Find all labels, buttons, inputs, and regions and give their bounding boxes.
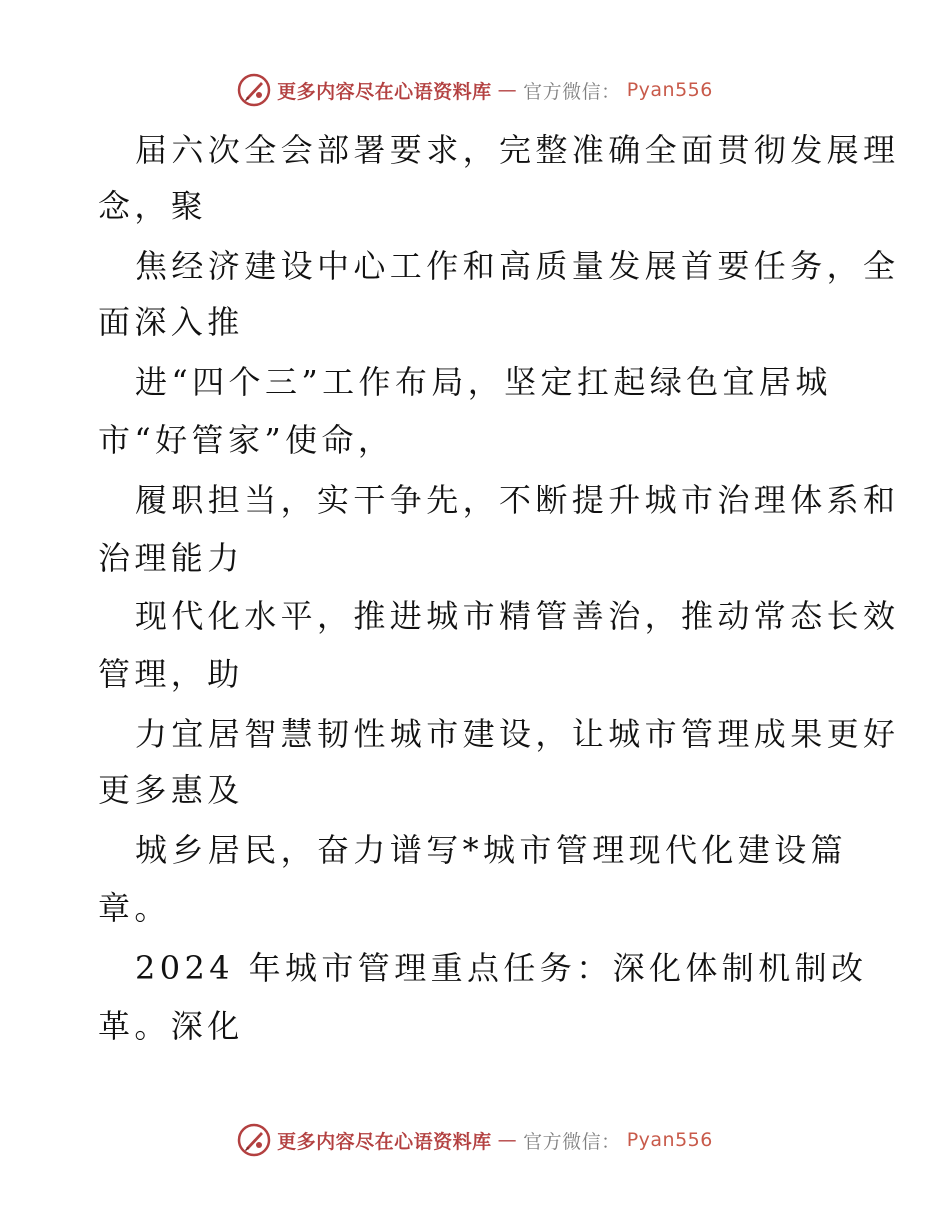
- text-line: 城乡居民，奋力谱写*城市管理现代化建设篇: [135, 831, 848, 869]
- quill-pen-icon: [237, 1123, 271, 1157]
- wechat-id: Pyan556: [626, 1129, 713, 1151]
- wechat-label: 官方微信：: [523, 80, 621, 103]
- text-line: 焦经济建设中心工作和高质量发展首要任务，全: [135, 247, 900, 285]
- quill-pen-icon: [237, 73, 271, 107]
- text-line: 履职担当，实干争先，不断提升城市治理体系和: [135, 481, 900, 519]
- separator-dash: —: [497, 79, 518, 101]
- text-line: 管理，助: [98, 655, 244, 693]
- text-line: 面深入推: [98, 303, 244, 341]
- text-line: 市“好管家”使命，: [98, 421, 395, 459]
- text-line: 章。: [98, 889, 171, 927]
- text-line: 2024 年城市管理重点任务：深化体制机制改: [135, 949, 868, 987]
- text-line: 力宜居智慧韧性城市建设，让城市管理成果更好: [135, 715, 900, 753]
- footer-watermark: [0, 1120, 950, 1160]
- header-watermark: [0, 70, 950, 110]
- text-line: 更多惠及: [98, 771, 244, 809]
- text-line: 进“四个三”工作布局，坚定扛起绿色宜居城: [135, 363, 832, 401]
- text-line: 念，聚: [98, 187, 208, 225]
- text-line: 治理能力: [98, 539, 244, 577]
- separator-dash: —: [497, 1129, 518, 1151]
- text-line: 届六次全会部署要求，完整准确全面贯彻发展理: [135, 131, 900, 169]
- text-line: 现代化水平，推进城市精管善治，推动常态长效: [135, 597, 900, 635]
- text-line: 革。深化: [98, 1007, 244, 1045]
- library-text: 更多内容尽在心语资料库: [277, 1130, 492, 1153]
- wechat-label: 官方微信：: [523, 1130, 621, 1153]
- library-text: 更多内容尽在心语资料库: [277, 80, 492, 103]
- wechat-id: Pyan556: [626, 79, 713, 101]
